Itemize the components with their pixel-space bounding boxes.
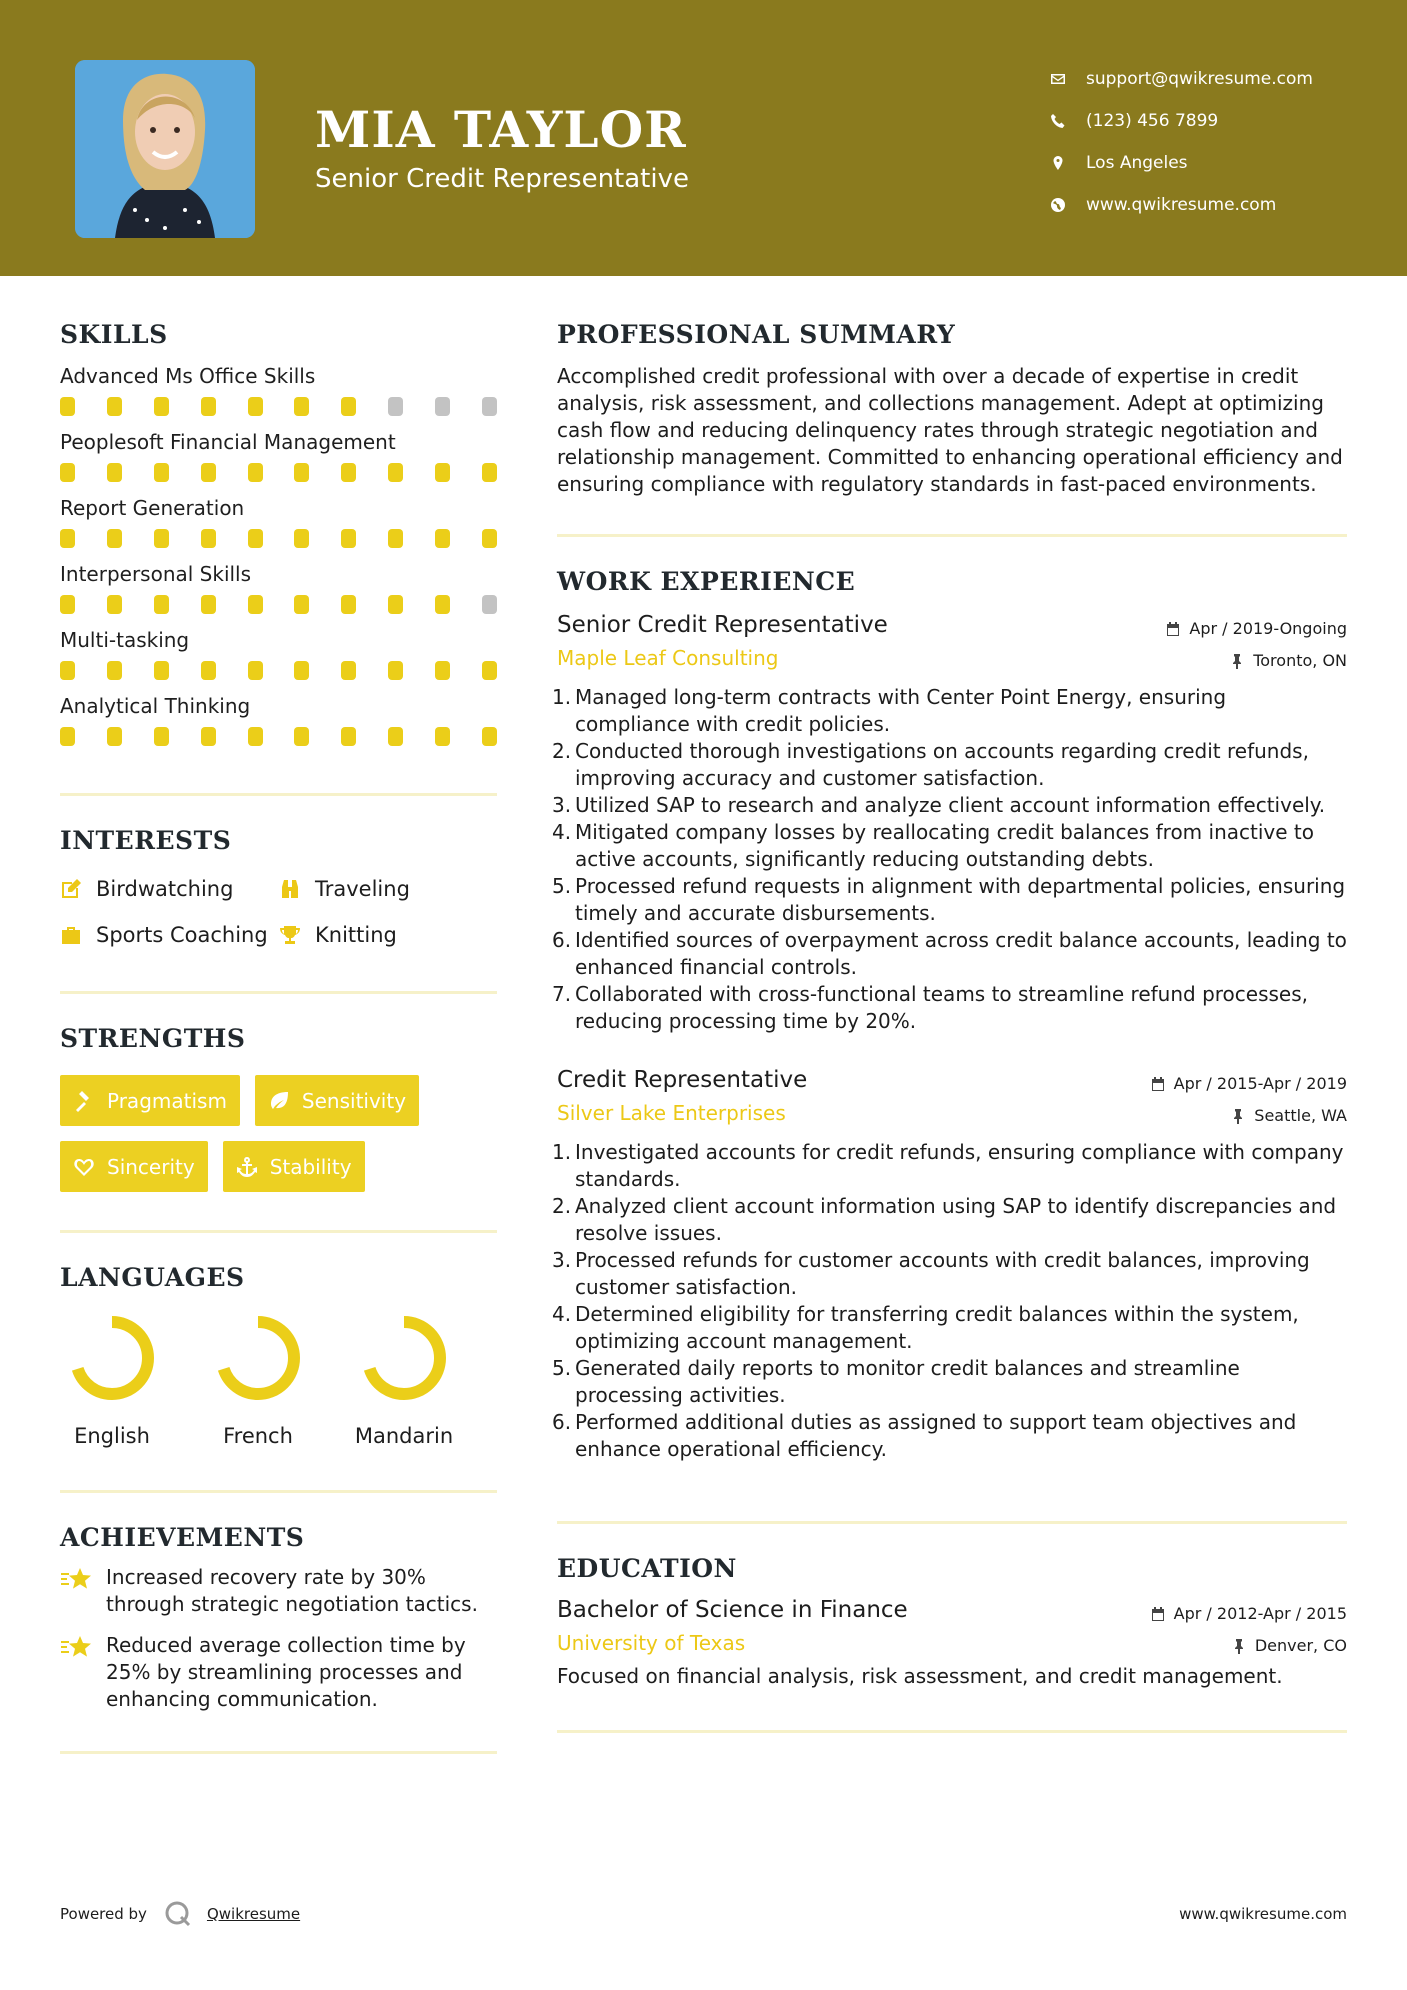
star-icon — [60, 1566, 92, 1594]
education-entry — [557, 1597, 1347, 1690]
rating-dot-filled — [107, 661, 122, 680]
rating-dot-filled — [248, 727, 263, 746]
bullet-item: Generated daily reports to monitor credit balances and streamline processing activities. — [575, 1356, 1240, 1407]
rating-dot-filled — [482, 463, 497, 482]
rating-dot-filled — [248, 661, 263, 680]
trophy-icon — [279, 924, 301, 946]
job-entry — [557, 1067, 1347, 1463]
rating-dot-filled — [435, 463, 450, 482]
company-name: Maple Leaf Consulting — [557, 646, 779, 670]
rating-dot-filled — [435, 727, 450, 746]
strengths-heading: STRENGTHS — [60, 1024, 246, 1053]
rating-dot-filled — [107, 529, 122, 548]
rating-dot-filled — [248, 397, 263, 416]
bullet-item: Performed additional duties as assigned to support team objectives and enhance operational efficiency. — [575, 1410, 1297, 1461]
skill-item — [60, 493, 497, 549]
skill-name: Advanced Ms Office Skills — [60, 364, 316, 388]
calendar-icon — [1165, 621, 1181, 637]
achievement-item: Increased recovery rate by 30% through strategic negotiation tactics. — [60, 1564, 497, 1618]
job-location: Seattle, WA — [1230, 1106, 1347, 1125]
rating-dot-filled — [201, 529, 216, 548]
rating-dot-filled — [248, 463, 263, 482]
rating-dot-filled — [201, 595, 216, 614]
section-divider — [60, 1751, 497, 1754]
gavel-icon — [73, 1090, 95, 1112]
powered-by: Powered by Qwikresume — [60, 1899, 300, 1929]
rating-dot-filled — [107, 397, 122, 416]
job-title: Senior Credit Representative — [557, 612, 888, 638]
rating-dot-filled — [248, 595, 263, 614]
brand-link[interactable]: Qwikresume — [206, 1905, 301, 1923]
rating-dot-filled — [201, 661, 216, 680]
skill-item — [60, 427, 497, 483]
skill-item — [60, 625, 497, 681]
briefcase-icon — [60, 924, 82, 946]
section-divider — [557, 534, 1347, 537]
bullet-item: Processed refunds for customer accounts with credit balances, improving customer satisfaction. — [575, 1248, 1310, 1299]
rating-dot-filled — [341, 397, 356, 416]
rating-dot-filled — [154, 463, 169, 482]
rating-dot-filled — [154, 529, 169, 548]
rating-dot-filled — [107, 727, 122, 746]
pushpin-icon — [1230, 1108, 1246, 1124]
rating-dot-filled — [201, 397, 216, 416]
map-pin-icon — [1050, 155, 1086, 171]
section-divider — [60, 1490, 497, 1493]
rating-dot-filled — [294, 727, 309, 746]
star-icon — [60, 1634, 92, 1662]
rating-dot-filled — [388, 661, 403, 680]
phone-icon — [1050, 113, 1086, 129]
profile-photo — [75, 60, 255, 238]
skills-heading: SKILLS — [60, 320, 168, 349]
rating-dot-filled — [107, 463, 122, 482]
languages-list — [60, 1314, 497, 1448]
calendar-icon — [1150, 1076, 1166, 1092]
rating-dot-empty — [388, 397, 403, 416]
language-item: French — [214, 1314, 302, 1448]
rating-dot-filled — [388, 595, 403, 614]
rating-dot-filled — [154, 661, 169, 680]
section-divider — [60, 991, 497, 994]
rating-dot-filled — [201, 727, 216, 746]
summary-text: Accomplished credit professional with over a decade of expertise in credit analysis, risk assessment, and collections management. Adept at optimizing cash flow and reducing delinquency rates through strategic negotiation and relationship management. Committed to enhancing operational efficiency and ensuring compliance with regulatory standards in fast-paced environments. — [557, 364, 1343, 496]
rating-dot-filled — [60, 463, 75, 482]
calendar-icon — [1150, 1606, 1166, 1622]
bullet-item: Analyzed client account information using SAP to identify discrepancies and resolve issues. — [575, 1194, 1337, 1245]
contact-phone[interactable]: (123) 456 7899 — [1050, 100, 1313, 142]
skill-name: Interpersonal Skills — [60, 562, 252, 586]
rating-dot-empty — [482, 595, 497, 614]
pushpin-icon — [1229, 653, 1245, 669]
anchor-icon — [236, 1156, 258, 1178]
section-divider — [60, 1230, 497, 1233]
rating-dot-filled — [482, 661, 497, 680]
rating-dot-filled — [294, 397, 309, 416]
rating-dot-empty — [482, 397, 497, 416]
strength-badge: Stability — [223, 1141, 365, 1192]
rating-dot-filled — [154, 397, 169, 416]
bullet-item: Conducted thorough investigations on accounts regarding credit refunds, improving accuracy and customer satisfaction. — [575, 739, 1309, 790]
rating-dot-filled — [341, 529, 356, 548]
skill-name: Report Generation — [60, 496, 245, 520]
job-entry — [557, 612, 1347, 1035]
rating-dot-filled — [60, 595, 75, 614]
language-item: English — [68, 1314, 156, 1448]
rating-dot-filled — [294, 595, 309, 614]
bullet-item: Investigated accounts for credit refunds, ensuring compliance with company standards. — [575, 1140, 1344, 1191]
job-bullets — [557, 1139, 1347, 1463]
skill-item — [60, 691, 497, 747]
skill-rating — [60, 397, 497, 417]
skills-list — [60, 361, 497, 747]
interests-heading: INTERESTS — [60, 826, 232, 855]
page-footer — [60, 1896, 1347, 1932]
resume-header — [0, 0, 1407, 276]
language-progress-ring — [214, 1314, 302, 1402]
interest-item: Knitting — [279, 919, 497, 951]
leaf-icon — [268, 1090, 290, 1112]
skill-rating — [60, 463, 497, 483]
bullet-item: Managed long-term contracts with Center Point Energy, ensuring compliance with credit policies. — [575, 685, 1227, 736]
rating-dot-filled — [60, 397, 75, 416]
education-location: Denver, CO — [1231, 1636, 1347, 1655]
bullet-item: Processed refund requests in alignment with departmental policies, ensuring timely and accurate disbursements. — [575, 874, 1346, 925]
strength-badge: Sincerity — [60, 1141, 208, 1192]
globe-icon — [1050, 197, 1086, 213]
contact-website[interactable]: www.qwikresume.com — [1050, 184, 1313, 226]
job-location: Toronto, ON — [1229, 651, 1347, 670]
company-name: Silver Lake Enterprises — [557, 1101, 786, 1125]
skill-item — [60, 559, 497, 615]
contact-location: Los Angeles — [1050, 142, 1313, 184]
candidate-name: MIA TAYLOR — [315, 100, 687, 159]
rating-dot-filled — [388, 727, 403, 746]
bullet-item: Collaborated with cross-functional teams to streamline refund processes, reducing processing time by 20%. — [575, 982, 1309, 1033]
interest-item: Traveling — [279, 873, 497, 905]
skill-rating — [60, 661, 497, 681]
email-icon — [1050, 71, 1086, 87]
language-progress-ring — [360, 1314, 448, 1402]
section-divider — [557, 1730, 1347, 1733]
contact-list — [1050, 58, 1313, 226]
rating-dot-filled — [341, 661, 356, 680]
skill-rating — [60, 727, 497, 747]
rating-dot-filled — [154, 595, 169, 614]
strength-badge: Sensitivity — [255, 1075, 419, 1126]
binoculars-icon — [279, 878, 301, 900]
job-dates: Apr / 2015-Apr / 2019 — [1150, 1074, 1347, 1093]
rating-dot-filled — [107, 595, 122, 614]
rating-dot-filled — [60, 727, 75, 746]
rating-dot-filled — [341, 595, 356, 614]
rating-dot-filled — [435, 529, 450, 548]
education-heading: EDUCATION — [557, 1554, 737, 1583]
interest-item: Sports Coaching — [60, 919, 279, 951]
rating-dot-filled — [248, 529, 263, 548]
section-divider — [60, 793, 497, 796]
experience-heading: WORK EXPERIENCE — [557, 567, 856, 596]
left-column — [60, 320, 497, 1754]
rating-dot-filled — [482, 727, 497, 746]
job-bullets — [557, 684, 1347, 1035]
heart-icon — [73, 1156, 95, 1178]
rating-dot-filled — [60, 661, 75, 680]
skill-rating — [60, 595, 497, 615]
degree-title: Bachelor of Science in Finance — [557, 1597, 908, 1623]
pencil-icon — [60, 878, 82, 900]
rating-dot-filled — [388, 463, 403, 482]
job-title: Credit Representative — [557, 1067, 808, 1093]
language-item: Mandarin — [360, 1314, 448, 1448]
achievements-heading: ACHIEVEMENTS — [60, 1523, 305, 1552]
candidate-title: Senior Credit Representative — [315, 164, 689, 194]
skill-rating — [60, 529, 497, 549]
rating-dot-filled — [435, 595, 450, 614]
right-column — [557, 320, 1347, 1733]
bullet-item: Mitigated company losses by reallocating credit balances from inactive to active accounts, significantly reducing outstanding debts. — [575, 820, 1314, 871]
contact-email[interactable]: support@qwikresume.com — [1050, 58, 1313, 100]
education-description: Focused on financial analysis, risk assessment, and credit management. — [557, 1664, 1283, 1688]
qwikresume-logo-icon — [163, 1899, 193, 1929]
rating-dot-filled — [435, 661, 450, 680]
bullet-item: Identified sources of overpayment across credit balance accounts, leading to enhanced financial controls. — [575, 928, 1347, 979]
summary-heading: PROFESSIONAL SUMMARY — [557, 320, 956, 349]
interest-item: Birdwatching — [60, 873, 279, 905]
school-name: University of Texas — [557, 1631, 746, 1655]
rating-dot-filled — [201, 463, 216, 482]
bullet-item: Determined eligibility for transferring credit balances within the system, optimizing account management. — [575, 1302, 1299, 1353]
rating-dot-filled — [294, 661, 309, 680]
rating-dot-filled — [154, 727, 169, 746]
avatar-image — [75, 60, 255, 238]
rating-dot-filled — [388, 529, 403, 548]
skill-name: Analytical Thinking — [60, 694, 251, 718]
rating-dot-filled — [482, 529, 497, 548]
rating-dot-filled — [294, 463, 309, 482]
skill-name: Peoplesoft Financial Management — [60, 430, 396, 454]
strength-badge: Pragmatism — [60, 1075, 240, 1126]
languages-heading: LANGUAGES — [60, 1263, 245, 1292]
education-dates: Apr / 2012-Apr / 2015 — [1150, 1604, 1347, 1623]
pushpin-icon — [1231, 1638, 1247, 1654]
job-dates: Apr / 2019-Ongoing — [1165, 619, 1347, 638]
rating-dot-filled — [341, 727, 356, 746]
achievements-list — [60, 1564, 497, 1713]
interests-list — [60, 873, 497, 951]
achievement-item: Reduced average collection time by 25% by streamlining processes and enhancing communication. — [60, 1632, 497, 1713]
skill-name: Multi-tasking — [60, 628, 190, 652]
rating-dot-empty — [435, 397, 450, 416]
language-progress-ring — [68, 1314, 156, 1402]
skill-item — [60, 361, 497, 417]
rating-dot-filled — [60, 529, 75, 548]
footer-website[interactable]: www.qwikresume.com — [1179, 1905, 1347, 1923]
strengths-list — [60, 1075, 497, 1192]
section-divider — [557, 1521, 1347, 1524]
rating-dot-filled — [341, 463, 356, 482]
rating-dot-filled — [294, 529, 309, 548]
bullet-item: Utilized SAP to research and analyze client account information effectively. — [575, 793, 1326, 817]
